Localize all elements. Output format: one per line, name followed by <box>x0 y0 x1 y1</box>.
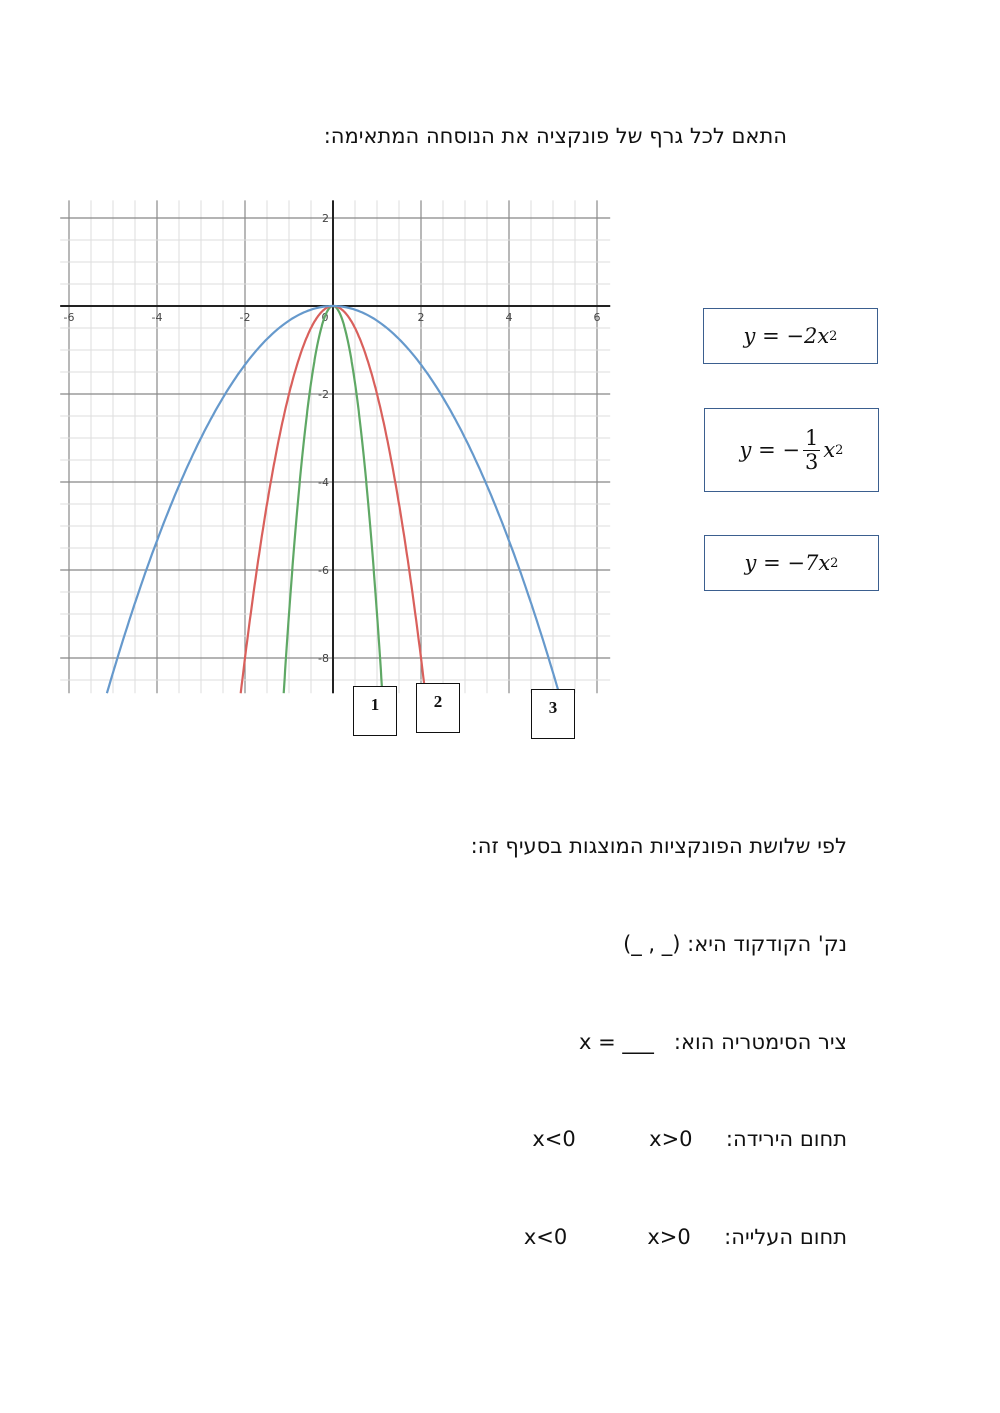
y-tick-label: -6 <box>318 564 329 577</box>
x-tick-label: 6 <box>593 311 601 324</box>
exponent: 2 <box>829 328 838 344</box>
option-x-negative[interactable]: x<0 <box>532 1127 576 1151</box>
y-tick-label: -2 <box>318 388 329 401</box>
increase-question <box>524 1225 847 1249</box>
formula-card-2[interactable] <box>704 408 879 492</box>
x-tick-label: 2 <box>417 311 425 324</box>
exponent: 2 <box>835 442 844 458</box>
increase-label: תחום העלייה: <box>724 1225 847 1249</box>
x-tick-label: 4 <box>505 311 513 324</box>
decrease-question <box>532 1127 847 1151</box>
vertex-question: נק' הקודקוד היא: (_ , _) <box>623 932 847 956</box>
x-tick-label: 0 <box>321 311 329 324</box>
y-tick-label: -4 <box>318 476 329 489</box>
option-x-negative[interactable]: x<0 <box>523 1225 568 1249</box>
axes <box>60 200 610 693</box>
formula-card-1[interactable] <box>703 308 878 364</box>
formula-text: y = − <box>739 438 800 462</box>
option-x-positive[interactable]: x>0 <box>647 1225 691 1249</box>
symmetry-axis-question <box>579 1030 847 1054</box>
x-tick-label: -6 <box>63 311 75 324</box>
x-tick-label: -4 <box>151 311 163 324</box>
variable: x <box>823 438 836 462</box>
option-x-positive[interactable]: x>0 <box>649 1127 693 1151</box>
denominator: 3 <box>804 449 819 474</box>
numerator: 1 <box>804 426 819 451</box>
curve-label-1: 1 <box>353 686 397 736</box>
axis-label: ציר הסימטריה הוא: <box>673 1030 847 1054</box>
grid <box>60 200 610 693</box>
decrease-label: תחום הירידה: <box>725 1127 847 1151</box>
formula-card-3[interactable] <box>704 535 879 591</box>
formula-text: y = −2x <box>743 324 830 348</box>
formula-text: y = −7x <box>744 551 831 575</box>
axis-blank[interactable]: x = ___ <box>578 1030 654 1054</box>
y-tick-label: 2 <box>322 212 329 225</box>
fraction <box>803 427 820 472</box>
curve-label-2: 2 <box>416 683 460 733</box>
curve-label-3: 3 <box>531 689 575 739</box>
exponent: 2 <box>830 555 839 571</box>
questions-intro: לפי שלושת הפונקציות המוצגות בסעיף זה: <box>470 834 847 858</box>
y-tick-label: -8 <box>318 652 329 665</box>
instruction-title: התאם לכל גרף של פונקציה את הנוסחה המתאימה: <box>323 124 787 148</box>
x-tick-label: -2 <box>239 311 251 324</box>
